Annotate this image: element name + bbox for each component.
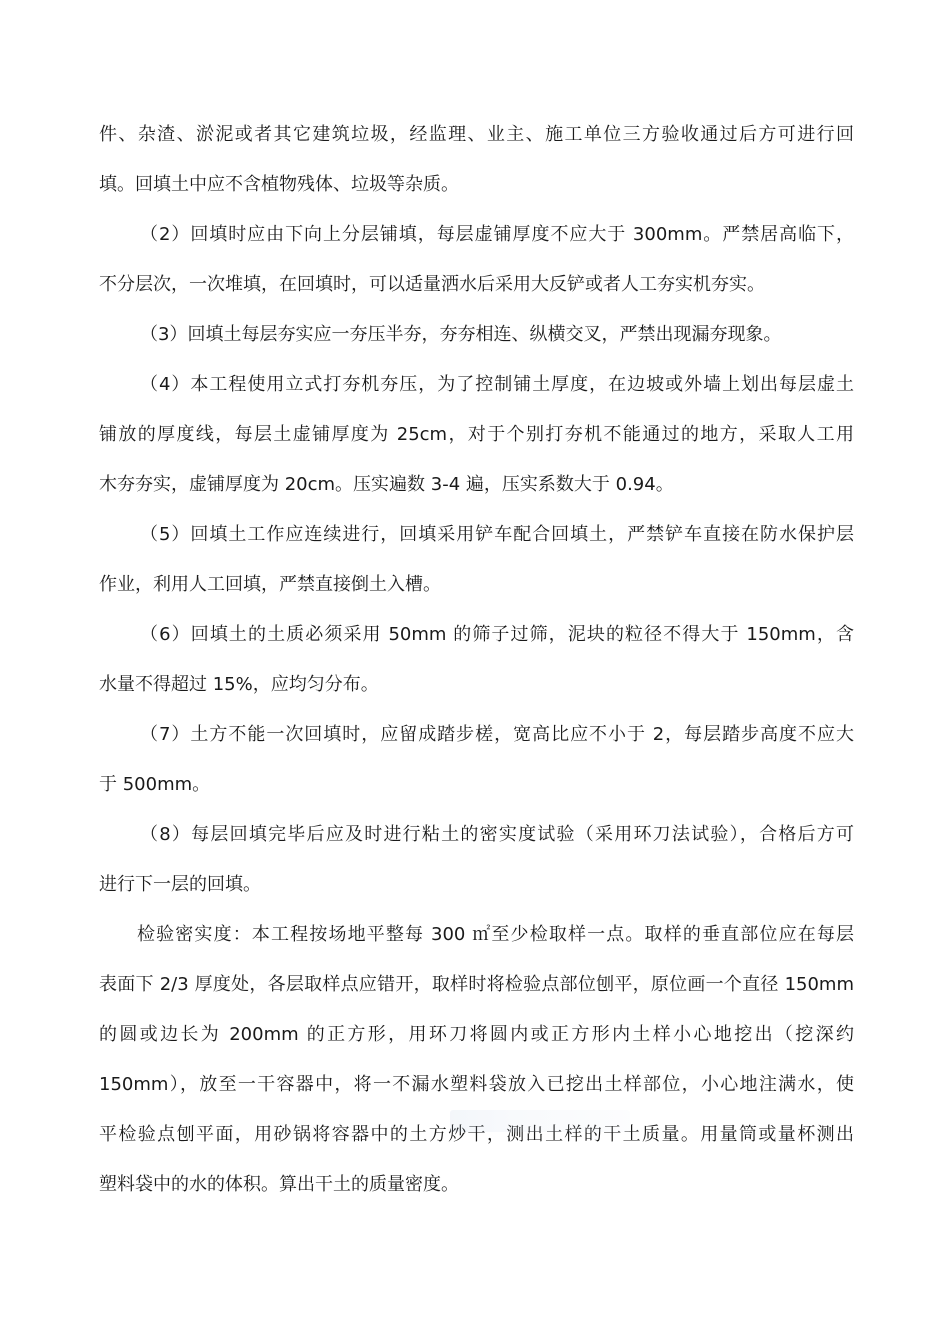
paragraph-line: （3）回填土每层夯实应一夯压半夯，夯夯相连、纵横交叉，严禁出现漏夯现象。 [140, 324, 782, 345]
paragraph-line: 进行下一层的回填。 [99, 874, 261, 895]
paragraph-line: 的圆或边长为 200mm 的正方形，用环刀将圆内或正方形内土样小心地挖出（挖深约 [99, 1024, 854, 1045]
paragraph-line: 表面下 2/3 厚度处，各层取样点应错开，取样时将检验点部位刨平，原位画一个直径 150mm [99, 974, 854, 995]
paragraph-line: 作业，利用人工回填，严禁直接倒土入槽。 [99, 574, 441, 595]
paragraph-line: 铺放的厚度线，每层土虚铺厚度为 25cm，对于个别打夯机不能通过的地方，采取人工用 [99, 424, 854, 445]
paragraph-line: （2）回填时应由下向上分层铺填，每层虚铺厚度不应大于 300mm。严禁居高临下， [140, 224, 854, 245]
paragraph-line: 于 500mm。 [99, 774, 211, 795]
faint-watermark [450, 1110, 630, 1132]
paragraph-line: （4）本工程使用立式打夯机夯压，为了控制铺土厚度，在边坡或外墙上划出每层虚土 [140, 374, 854, 395]
paragraph-line: 塑料袋中的水的体积。算出干土的质量密度。 [99, 1174, 459, 1195]
paragraph-line: 木夯夯实，虚铺厚度为 20cm。压实遍数 3-4 遍，压实系数大于 0.94。 [99, 474, 674, 495]
paragraph-line: （7）土方不能一次回填时，应留成踏步槎，宽高比应不小于 2，每层踏步高度不应大 [140, 724, 854, 745]
document-body [99, 110, 854, 1210]
paragraph-line: （5）回填土工作应连续进行，回填采用铲车配合回填土，严禁铲车直接在防水保护层 [140, 524, 854, 545]
paragraph-line: （8）每层回填完毕后应及时进行粘土的密实度试验（采用环刀法试验），合格后方可 [140, 824, 854, 845]
paragraph-line: 水量不得超过 15%，应均匀分布。 [99, 674, 379, 695]
paragraph-line: 平检验点刨平面，用砂锅将容器中的土方炒干，测出土样的干土质量。用量筒或量杯测出 [99, 1124, 854, 1145]
paragraph-line: 件、杂渣、淤泥或者其它建筑垃圾，经监理、业主、施工单位三方验收通过后方可进行回 [99, 124, 854, 145]
paragraph-line: 填。回填土中应不含植物残体、垃圾等杂质。 [99, 174, 459, 195]
paragraph-line: 不分层次，一次堆填，在回填时，可以适量洒水后采用大反铲或者人工夯实机夯实。 [99, 274, 765, 295]
paragraph-line: 检验密实度：本工程按场地平整每 300 ㎡至少检取样一点。取样的垂直部位应在每层 [137, 924, 854, 945]
paragraph-line: （6）回填土的土质必须采用 50mm 的筛子过筛，泥块的粒径不得大于 150mm，含 [140, 624, 854, 645]
paragraph-line: 150mm），放至一干容器中，将一不漏水塑料袋放入已挖出土样部位，小心地注满水，使 [99, 1074, 854, 1095]
